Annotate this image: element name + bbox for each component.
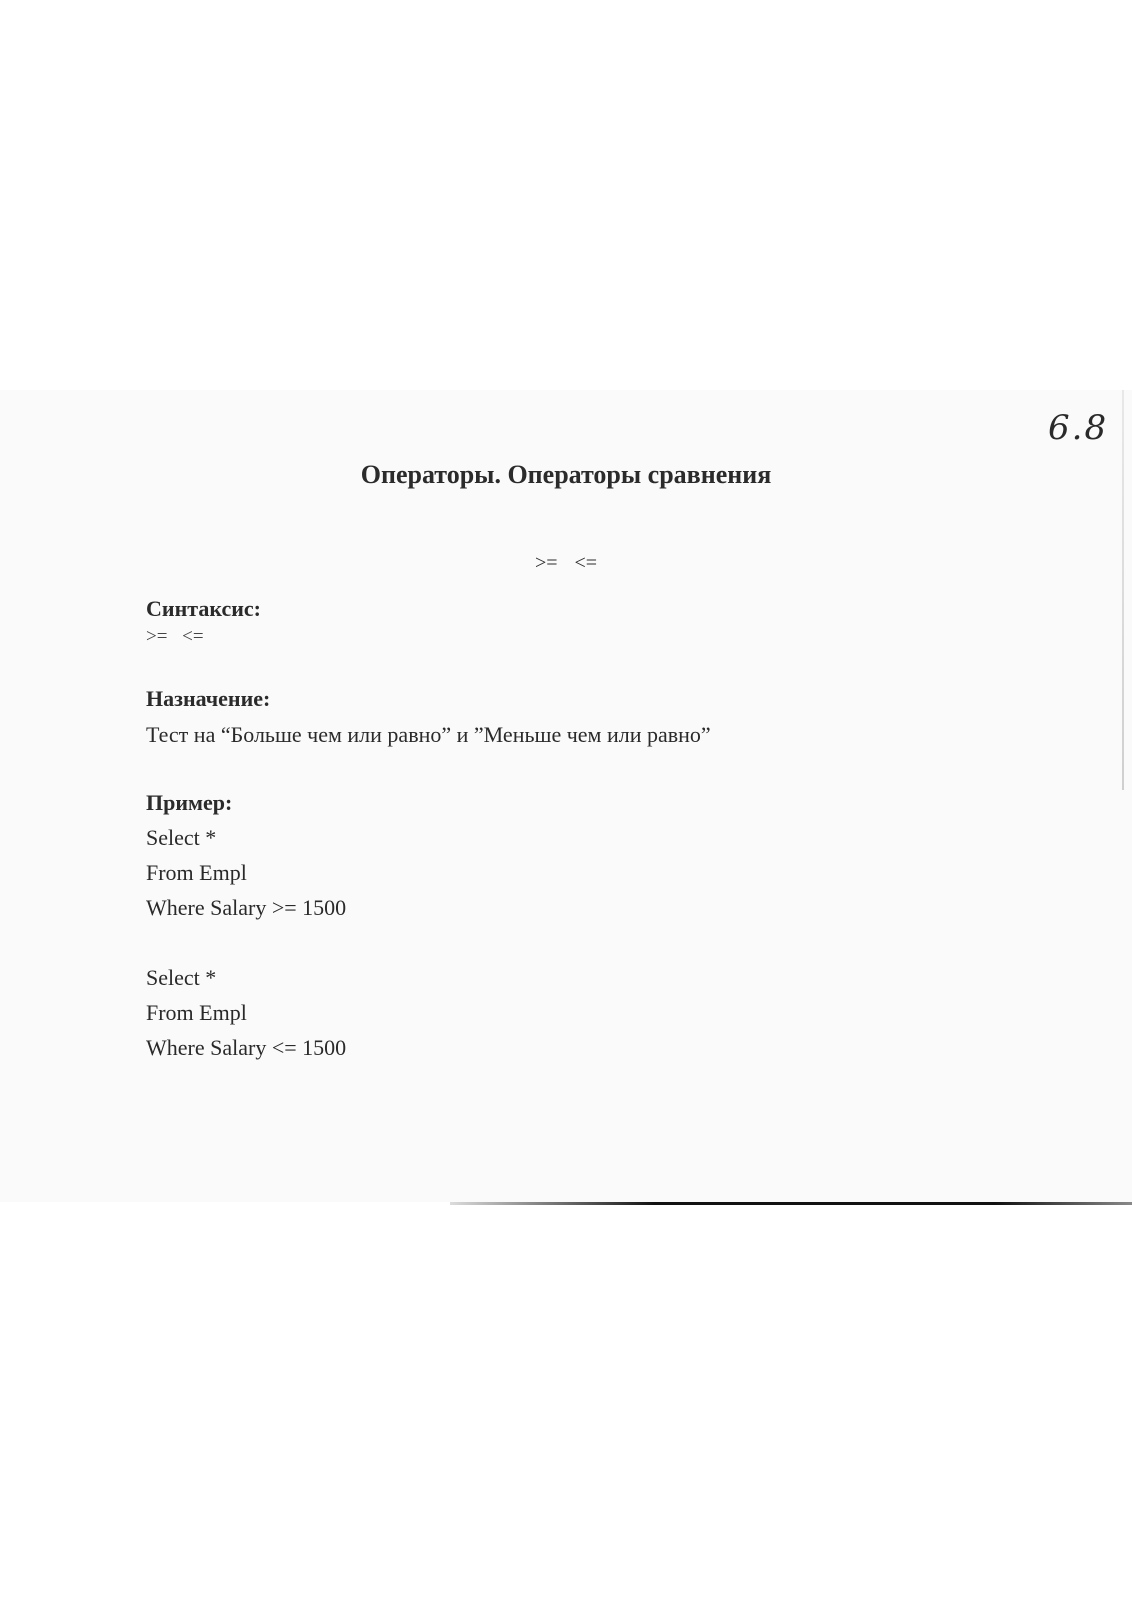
query1-line-1: Select * — [146, 825, 217, 850]
query2-line-2: From Empl — [146, 1000, 247, 1025]
page-title: Операторы. Операторы сравнения — [360, 460, 772, 489]
sheet-edge — [1122, 390, 1124, 790]
syntax-value: >= <= — [146, 626, 204, 647]
handwritten-page-number: 6.8 — [1048, 408, 1109, 448]
sheet-bottom-edge — [450, 1202, 1132, 1205]
example-heading: Пример: — [146, 790, 233, 815]
purpose-heading: Назначение: — [146, 686, 271, 711]
example-section — [146, 790, 346, 1061]
purpose-section — [146, 686, 711, 748]
operators-display: >= <= — [534, 552, 598, 574]
query1-line-3: Where Salary >= 1500 — [146, 895, 347, 920]
syntax-section — [146, 596, 261, 648]
syntax-heading: Синтаксис: — [146, 596, 261, 621]
query2-line-3: Where Salary <= 1500 — [146, 1035, 347, 1060]
purpose-text: Тест на “Больше чем или равно” и ”Меньше чем или равно” — [146, 722, 711, 747]
query1-line-2: From Empl — [146, 860, 247, 885]
query2-line-1: Select * — [146, 965, 217, 990]
